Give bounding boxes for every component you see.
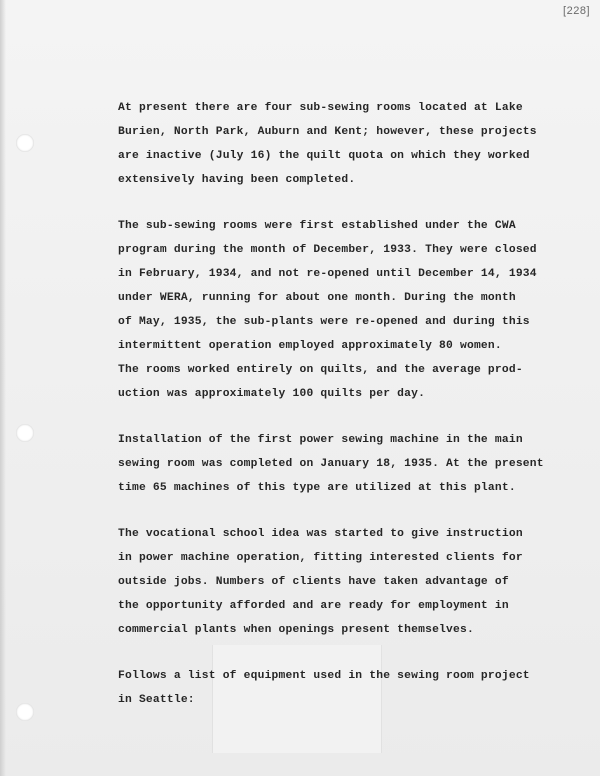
text-line: are inactive (July 16) the quilt quota on which they worked xyxy=(118,150,530,162)
text-line: intermittent operation employed approximately 80 women. xyxy=(118,340,502,352)
text-line: in power machine operation, fitting interested clients for xyxy=(118,552,523,564)
text-line: program during the month of December, 1933. They were closed xyxy=(118,244,537,256)
text-line: Burien, North Park, Auburn and Kent; however, these projects xyxy=(118,126,537,138)
typewritten-body xyxy=(118,96,578,734)
text-line: extensively having been completed. xyxy=(118,174,356,186)
text-line: At present there are four sub-sewing rooms located at Lake xyxy=(118,102,523,114)
text-line: in Seattle: xyxy=(118,694,195,706)
page-edge-shadow xyxy=(0,0,6,776)
text-line: of May, 1935, the sub-plants were re-opened and during this xyxy=(118,316,530,328)
page-number: [228] xyxy=(563,5,590,17)
text-line: uction was approximately 100 quilts per day. xyxy=(118,388,426,400)
punch-hole-bottom xyxy=(16,703,34,721)
text-line: under WERA, running for about one month. During the month xyxy=(118,292,516,304)
text-line: outside jobs. Numbers of clients have taken advantage of xyxy=(118,576,509,588)
text-line: The rooms worked entirely on quilts, and the average prod- xyxy=(118,364,523,376)
text-line: Follows a list of equipment used in the sewing room project xyxy=(118,670,530,682)
punch-hole-middle xyxy=(16,424,34,442)
punch-hole-top xyxy=(16,134,34,152)
paragraph-vocational-school xyxy=(118,522,578,642)
paragraph-power-machines xyxy=(118,428,578,500)
text-line: Installation of the first power sewing machine in the main xyxy=(118,434,523,446)
text-line: commercial plants when openings present themselves. xyxy=(118,624,474,636)
paragraph-sub-sewing-rooms xyxy=(118,96,578,192)
paragraph-equipment-list xyxy=(118,664,578,712)
text-line: The sub-sewing rooms were first established under the CWA xyxy=(118,220,516,232)
text-line: the opportunity afforded and are ready for employment in xyxy=(118,600,509,612)
text-line: in February, 1934, and not re-opened until December 14, 1934 xyxy=(118,268,537,280)
text-line: The vocational school idea was started to give instruction xyxy=(118,528,523,540)
text-line: time 65 machines of this type are utilized at this plant. xyxy=(118,482,516,494)
text-line: sewing room was completed on January 18, 1935. At the present xyxy=(118,458,544,470)
paragraph-history xyxy=(118,214,578,406)
